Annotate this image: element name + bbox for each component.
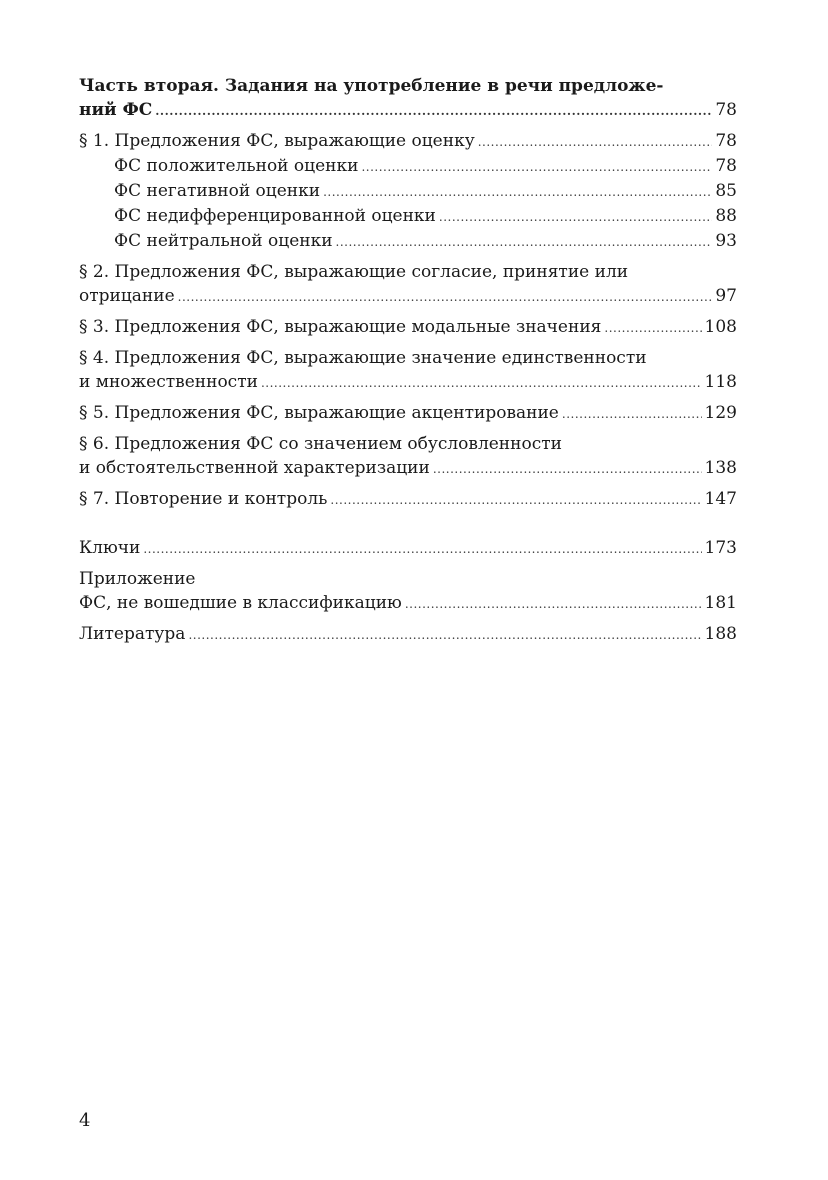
- toc-entry-page: 97: [715, 286, 737, 306]
- toc-s4-title-line1: § 4. Предложения ФС, выражающие значение единственности: [79, 348, 647, 368]
- toc-entry-page: 78: [715, 100, 737, 120]
- toc-entry-s3[interactable]: [79, 315, 737, 340]
- leader-dots: [261, 370, 702, 395]
- leader-dots: [323, 179, 712, 204]
- toc-entry-label: ФС негативной оценки: [114, 181, 321, 201]
- leader-dots: [439, 204, 712, 229]
- toc-entry-page: 93: [715, 231, 737, 251]
- toc-entry-page: 88: [715, 206, 737, 226]
- leader-dots: [562, 401, 702, 426]
- toc-entry-s5[interactable]: [79, 401, 737, 426]
- leader-dots: [178, 284, 713, 309]
- toc-entry-label: ФС нейтральной оценки: [114, 231, 333, 251]
- leader-dots: [478, 129, 713, 154]
- toc-entry-label: ний ФС: [79, 100, 153, 120]
- toc-entry-label: ФС положительной оценки: [114, 156, 359, 176]
- toc-subentry[interactable]: [79, 154, 737, 179]
- toc-entry-s4[interactable]: [79, 370, 737, 395]
- toc-entry-literature[interactable]: [79, 622, 737, 647]
- leader-dots: [155, 98, 712, 123]
- toc-entry-page: 118: [704, 372, 737, 392]
- leader-dots: [604, 315, 701, 340]
- toc-s2-title-line1: § 2. Предложения ФС, выражающие согласие, принятие или: [79, 262, 629, 282]
- toc-entry-page: 78: [715, 131, 737, 151]
- toc-entry-appendix[interactable]: [79, 591, 737, 616]
- toc-entry-page: 181: [704, 593, 737, 613]
- leader-dots: [336, 229, 713, 254]
- toc-entry-page: 188: [704, 624, 737, 644]
- toc-entry-page: 138: [704, 458, 737, 478]
- toc-appendix-title-line1: Приложение: [79, 569, 196, 589]
- toc-entry-page: 108: [704, 317, 737, 337]
- leader-dots: [433, 456, 702, 481]
- toc-entry-s7[interactable]: [79, 487, 737, 512]
- toc-entry-label: ФС, не вошедшие в классификацию: [79, 593, 402, 613]
- toc-entry-page: 173: [704, 538, 737, 558]
- toc-entry-keys[interactable]: [79, 536, 737, 561]
- leader-dots: [330, 487, 701, 512]
- toc-entry-page: 78: [715, 156, 737, 176]
- toc-s6-title-line1: § 6. Предложения ФС со значением обусловленности: [79, 434, 562, 454]
- toc-entry-label: § 7. Повторение и контроль: [79, 489, 328, 509]
- page-number: 4: [79, 1110, 91, 1131]
- leader-dots: [405, 591, 702, 616]
- toc-entry-label: отрицание: [79, 286, 175, 306]
- toc-entry-label: Ключи: [79, 538, 141, 558]
- toc-part2-title-line1: Часть вторая. Задания на употребление в речи предложе-: [79, 76, 664, 96]
- toc-entry-s1[interactable]: [79, 129, 737, 154]
- leader-dots: [188, 622, 701, 647]
- toc-entry-label: § 5. Предложения ФС, выражающие акцентирование: [79, 403, 559, 423]
- toc-entry-label: и множественности: [79, 372, 258, 392]
- leader-dots: [361, 154, 712, 179]
- toc-entry-label: Литература: [79, 624, 186, 644]
- toc-subentry[interactable]: [79, 204, 737, 229]
- toc-entry-label: § 1. Предложения ФС, выражающие оценку: [79, 131, 475, 151]
- toc-entry-s6[interactable]: [79, 456, 737, 481]
- toc-entry-page: 147: [704, 489, 737, 509]
- toc-entry-label: и обстоятельственной характеризации: [79, 458, 430, 478]
- toc-entry-part2[interactable]: [79, 98, 737, 123]
- toc-subentry[interactable]: [79, 179, 737, 204]
- table-of-contents: [79, 74, 737, 647]
- toc-entry-label: ФС недифференцированной оценки: [114, 206, 436, 226]
- toc-subentry[interactable]: [79, 229, 737, 254]
- leader-dots: [143, 536, 701, 561]
- toc-entry-s2[interactable]: [79, 284, 737, 309]
- toc-entry-page: 85: [715, 181, 737, 201]
- toc-entry-label: § 3. Предложения ФС, выражающие модальные значения: [79, 317, 602, 337]
- toc-entry-page: 129: [704, 403, 737, 423]
